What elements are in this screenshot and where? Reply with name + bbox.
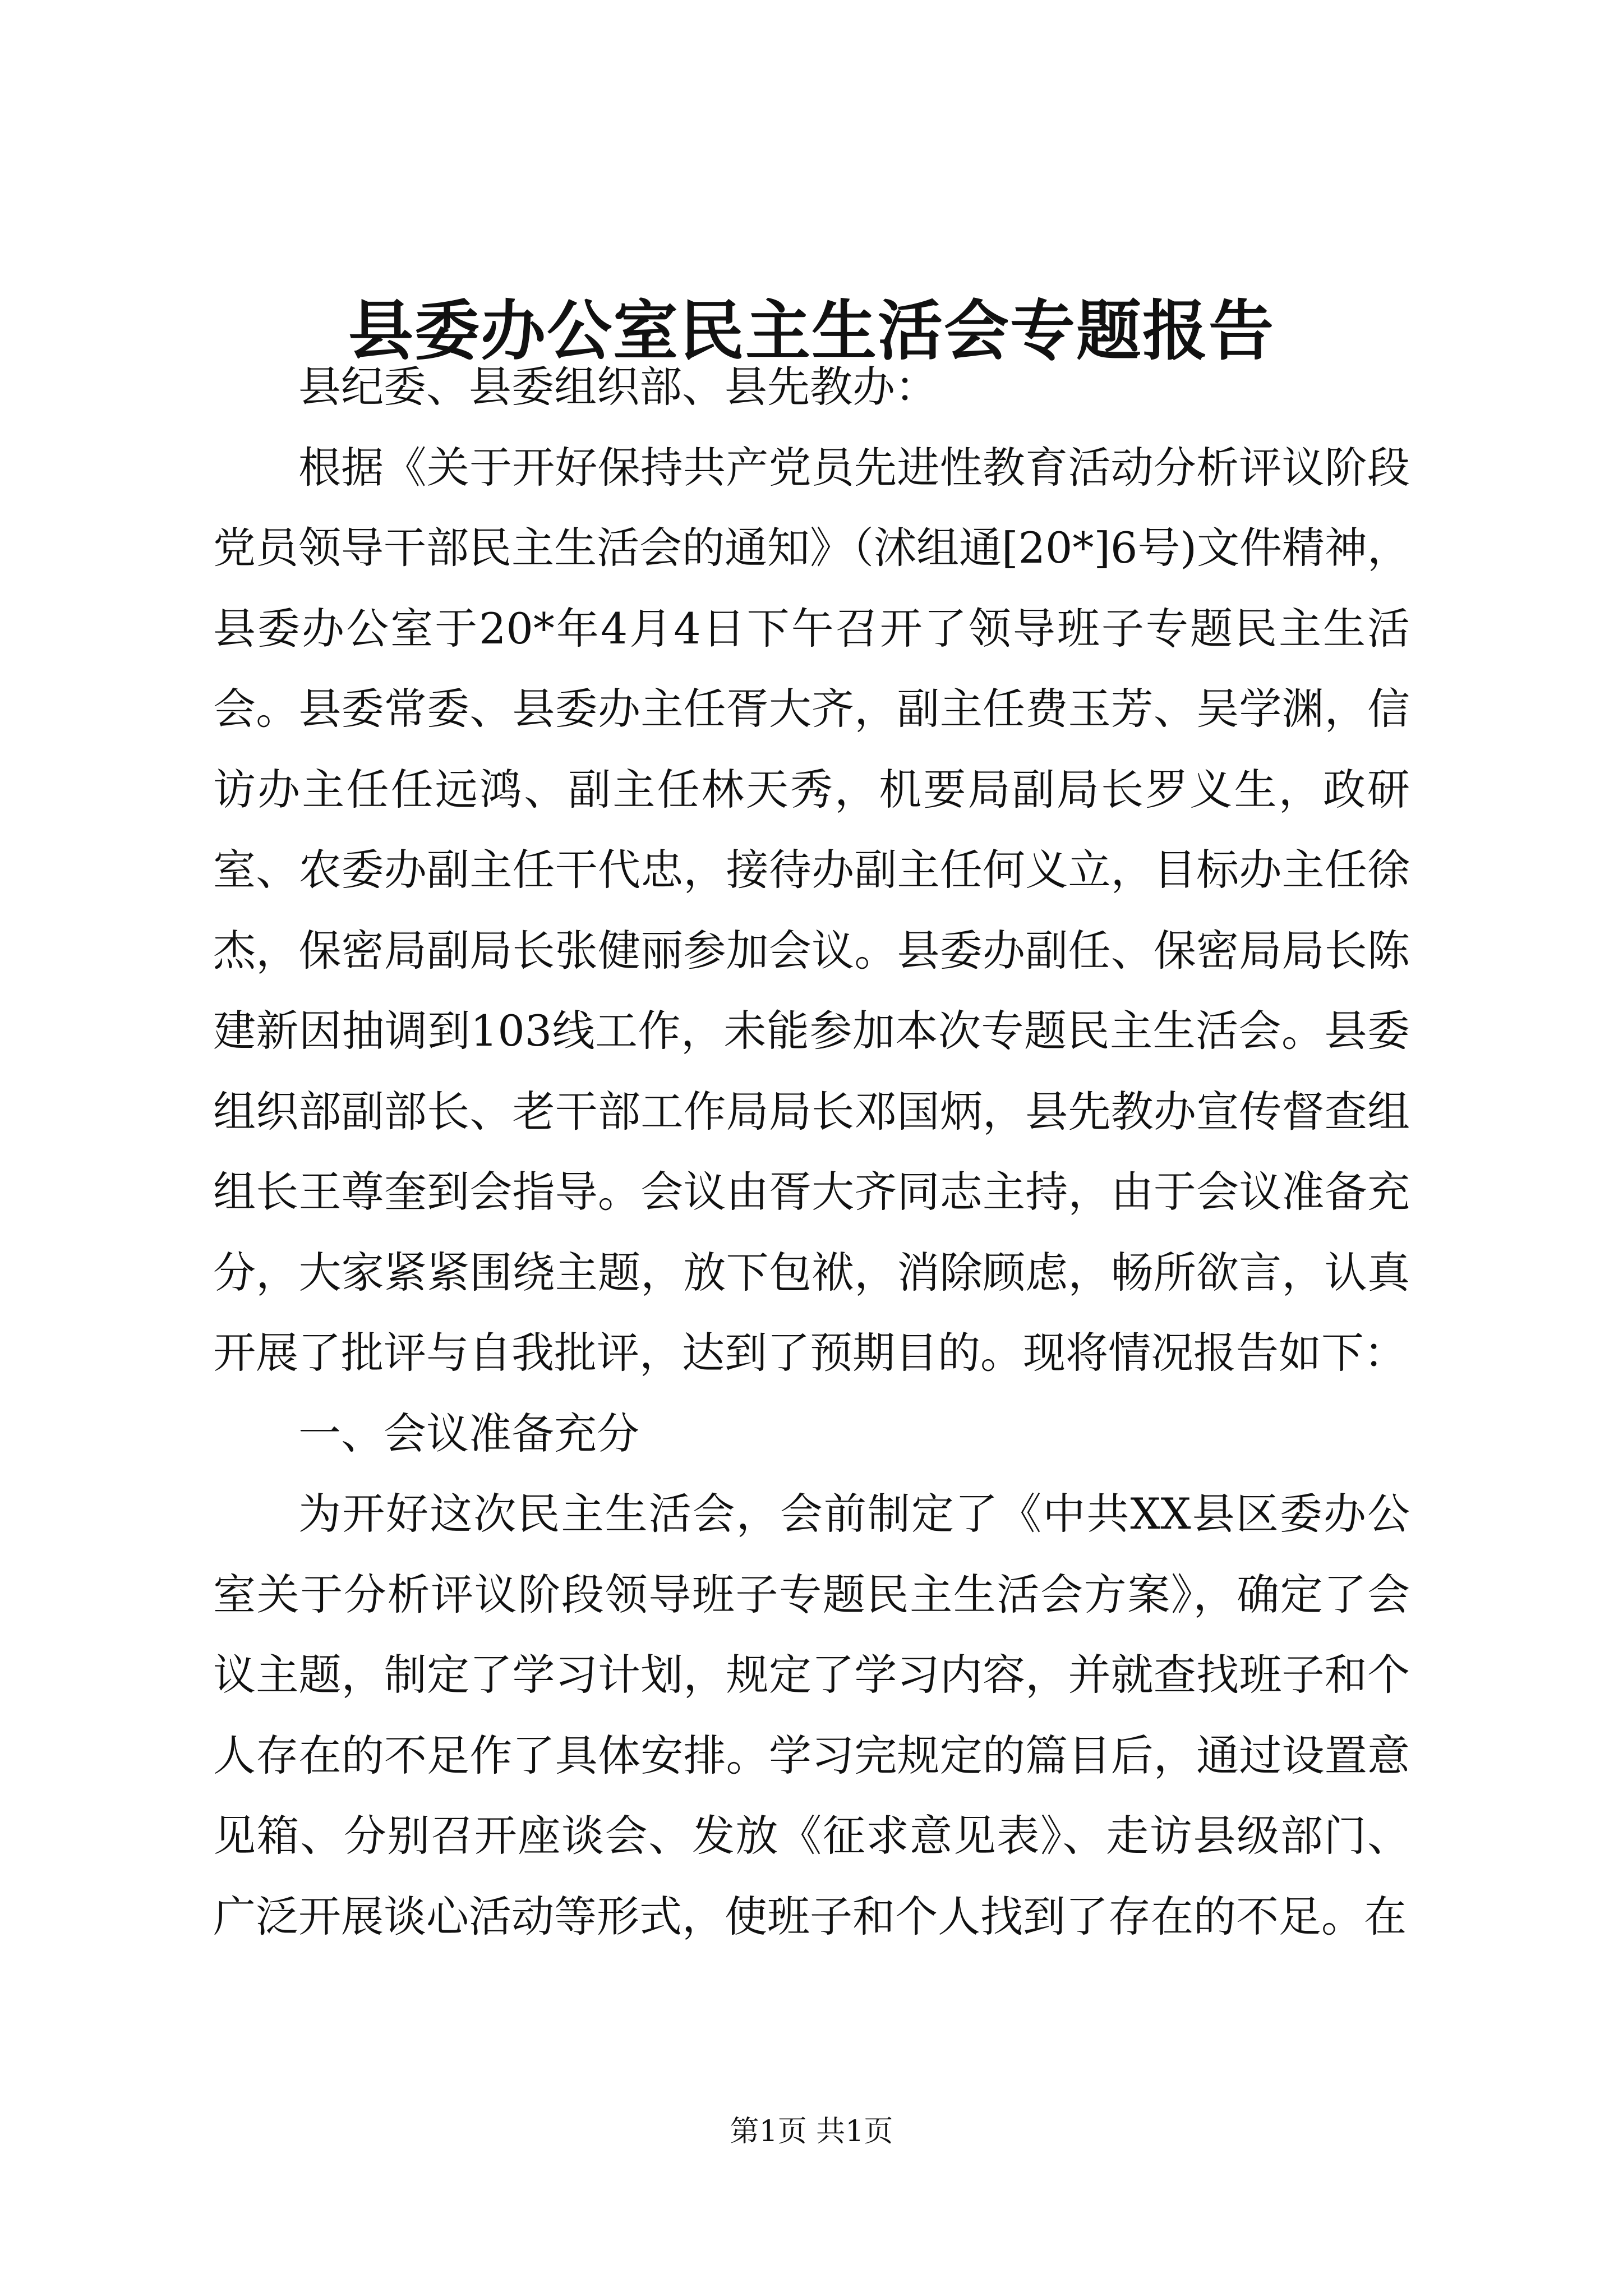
- page-footer: 第1页 共1页: [730, 2115, 893, 2148]
- intro-paragraph: 根据《关于开好保持共产党员先进性教育活动分析评议阶段党员领导干部民主生活会的通知》（沭组通[20*]6号)文件精神，县委办公室于20*年4月4日下午召开了领导班子专题民主生活会。县委常委、县委办主任胥大齐，副主任费玉芳、吴学渊，信访办主任任远鸿、副主任林天秀，机要局副局长罗义生，政研室、农委办副主任干代忠，接待办副主任何义立，目标办主任徐杰，保密局副局长张健丽参加会议。县委办副任、保密局局长陈建新因抽调到103线工作，未能参加本次专题民主生活会。县委组织部副部长、老干部工作局局长邓国炳，县先教办宣传督查组组长王尊奎到会指导。会议由胥大齐同志主持，由于会议准备充分，大家紧紧围绕主题，放下包袱，消除顾虑，畅所欲言，认真开展了批评与自我批评，达到了预期目的。现将情况报告如下：: [213, 442, 1410, 1378]
- document-body: [213, 347, 1410, 1957]
- salutation-paragraph: 县纪委、县委组织部、县先教办：: [298, 362, 938, 412]
- section-paragraph: 为开好这次民主生活会，会前制定了《中共XX县区委办公室关于分析评议阶段领导班子专题民主生活会方案》，确定了会议主题，制定了学习计划，规定了学习内容，并就查找班子和个人存在的不足作了具体安排。学习完规定的篇目后，通过设置意见箱、分别召开座谈会、发放《征求意见表》、走访县级部门、广泛开展谈心活动等形式，使班子和个人找到了存在的不足。在: [213, 1489, 1410, 1941]
- document-title: 县委办公室民主生活会专题报告: [348, 293, 1275, 369]
- section-heading: 一、会议准备充分: [298, 1408, 639, 1458]
